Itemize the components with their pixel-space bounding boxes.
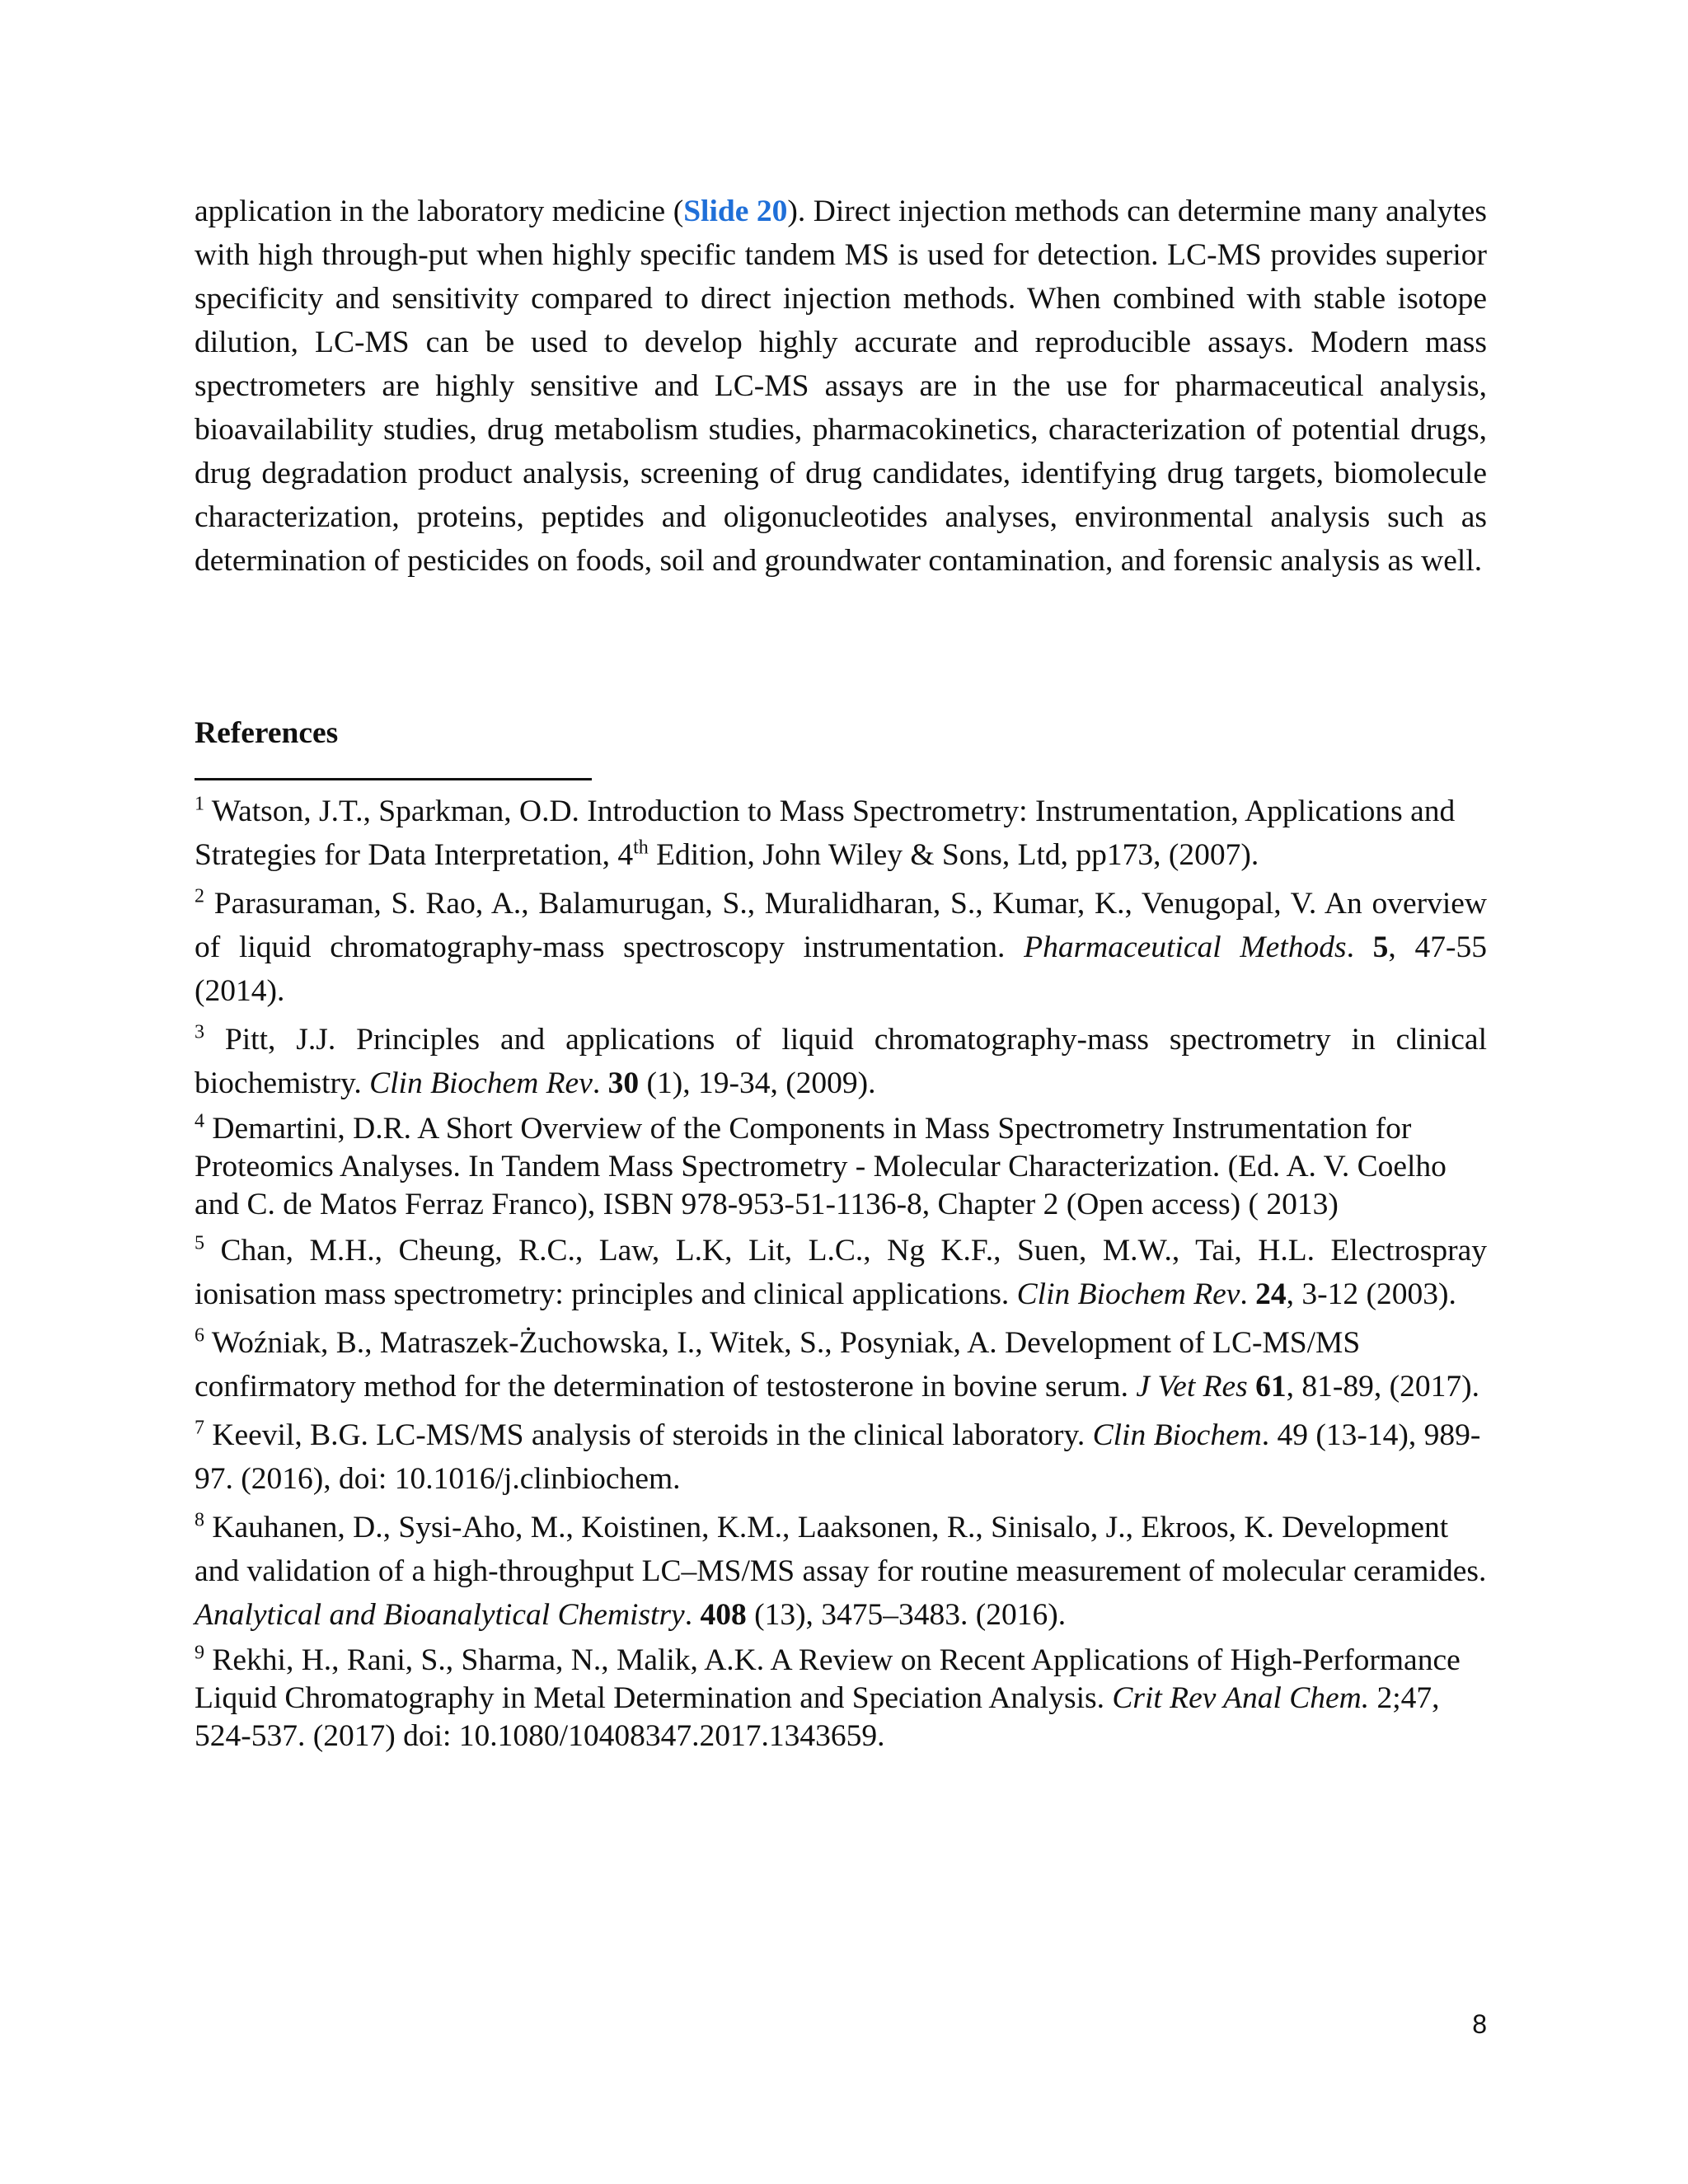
reference-6 bbox=[195, 1321, 1487, 1408]
reference-text bbox=[1248, 1370, 1255, 1404]
reference-text: S. Rao, A., Balamurugan, S., Muralidharan, S., Kumar, K., Venugopal, V. An overview of liquid chromatography-mass spectroscopy instrumentation. bbox=[195, 887, 1488, 964]
reference-text: . 49 (13-14), 989-97. (2016), doi: 10.1016/j.clinbiochem. bbox=[195, 1418, 1481, 1496]
footnote-number: 9 bbox=[195, 1642, 204, 1664]
reference-text: Woźniak, B., Matraszek-Żuchowska, I., Witek, S., Posyniak, A. Development of LC-MS/MS confirmatory method for the determination of testosterone in bovine serum. bbox=[195, 1326, 1361, 1404]
footnote-number: 8 bbox=[195, 1509, 204, 1531]
volume-number: 30 bbox=[607, 1066, 640, 1100]
footnote-number: 7 bbox=[195, 1417, 204, 1439]
footnote-divider bbox=[195, 778, 592, 780]
reference-1 bbox=[195, 790, 1487, 877]
footnote-number: 1 bbox=[195, 793, 204, 815]
body-main-text: ). Direct injection methods can determine many analytes with high through-put when highly specific tandem MS is used for detection. LC-MS provides superior specificity and sensitivity compared to direct injection methods. When combined with stable isotope dilution, LC-MS can be used to develop highly accurate and reproducible assays. Modern mass spectrometers are highly sensitive and LC-MS assays are in the use for pharmaceutical analysis, bioavailability studies, drug metabolism studies, pharmacokinetics, characterization of potential drugs, drug degradation product analysis, screening of drug candidates, identifying drug targets, biomolecule characterization, proteins, peptides and oligonucleotides analyses, environmental analysis such as determination of pesticides on foods, soil and groundwater contamination, and forensic analysis as well. bbox=[195, 194, 1487, 578]
reference-9 bbox=[195, 1642, 1487, 1755]
references-heading: References bbox=[195, 716, 339, 750]
footnote-number: 3 bbox=[195, 1021, 204, 1043]
journal-name: Pharmaceutical Methods bbox=[1024, 930, 1347, 964]
journal-name: Crit Rev Anal Chem. bbox=[1112, 1681, 1370, 1715]
volume-number: 61 bbox=[1255, 1370, 1287, 1404]
reference-text: , 47-55 (2014). bbox=[195, 930, 1488, 1008]
reference-text: (13), 3475–3483. (2016). bbox=[746, 1598, 1067, 1632]
reference-text: , 81-89, (2017). bbox=[1286, 1370, 1479, 1404]
footnote-number: 2 bbox=[195, 885, 204, 907]
reference-text: Demartini, D.R. A Short Overview of the Components in Mass Spectrometry Instrumentation for Proteomics Analyses. In Tandem Mass Spectrometry - Molecular Characterization. (Ed. A. V. Coelho and C. de Matos Ferraz Franco), ISBN 978-953-51-1136-8, Chapter 2 (Open access) ( 2013) bbox=[195, 1112, 1447, 1221]
reference-text: 2;47, 524-537. (2017) doi: 10.1080/10408347.2017.1343659. bbox=[195, 1681, 1440, 1753]
volume-number: 24 bbox=[1255, 1277, 1287, 1311]
reference-text: . bbox=[592, 1066, 608, 1100]
body-lead-text: application in the laboratory medicine ( bbox=[195, 194, 684, 228]
reference-text: Watson, J.T., Sparkman, O.D. Introduction to Mass Spectrometry: Instrumentation, Applications and Strategies for Data Interpretation, 4 bbox=[195, 794, 1456, 872]
body-paragraph bbox=[195, 190, 1487, 583]
references-list bbox=[195, 790, 1487, 1760]
reference-text: Kauhanen, D., Sysi-Aho, M., Koistinen, K.M., Laaksonen, R., Sinisalo, J., Ekroos, K. Development and validation of a high-throughput LC–MS/MS assay for routine measurement of molecular ceramides. bbox=[195, 1511, 1487, 1588]
reference-text: . bbox=[684, 1598, 701, 1632]
volume-number: 5 bbox=[1372, 930, 1389, 964]
reference-text: Keevil, B.G. LC-MS/MS analysis of steroids in the clinical laboratory. bbox=[204, 1418, 1093, 1452]
reference-3 bbox=[195, 1018, 1487, 1105]
footnote-number: 4 bbox=[195, 1110, 204, 1132]
reference-text: Chan, M.H., Cheung, R.C., Law, L.K, Lit, L.C., Ng K.F., Suen, M.W., Tai, H.L. Electrospray ionisation mass spectrometry: principles and clinical applications. bbox=[195, 1234, 1487, 1311]
journal-name: Analytical and Bioanalytical Chemistry bbox=[195, 1598, 685, 1632]
reference-text: (1), 19-34, (2009). bbox=[639, 1066, 876, 1100]
reference-8 bbox=[195, 1506, 1487, 1637]
journal-name: Clin Biochem Rev bbox=[369, 1066, 593, 1100]
reference-text: Parasuraman bbox=[204, 887, 374, 921]
reference-5 bbox=[195, 1229, 1487, 1316]
reference-text: Rekhi, H., Rani, S., Sharma, N., Malik, A.K. A Review on Recent Applications of High-Performance Liquid Chromatography in Metal Determination and Speciation Analysis. bbox=[195, 1643, 1461, 1715]
page-number: 8 bbox=[1472, 2009, 1487, 2039]
reference-text: . bbox=[1240, 1277, 1256, 1311]
reference-text: Pitt, J.J. Principles and applications of liquid chromatography-mass spectrometry in clinical biochemistry. bbox=[195, 1023, 1487, 1100]
reference-text: . bbox=[1346, 930, 1373, 964]
reference-7 bbox=[195, 1413, 1487, 1501]
ordinal-suffix: th bbox=[633, 837, 649, 859]
journal-name: Clin Biochem Rev bbox=[1016, 1277, 1240, 1311]
reference-4 bbox=[195, 1110, 1487, 1224]
journal-name: J Vet Res bbox=[1136, 1370, 1248, 1404]
volume-number: 408 bbox=[700, 1598, 747, 1632]
footnote-number: 6 bbox=[195, 1324, 204, 1347]
journal-name: Clin Biochem bbox=[1092, 1418, 1262, 1452]
footnote-number: 5 bbox=[195, 1232, 204, 1254]
reference-text: , bbox=[373, 887, 382, 921]
reference-text: Edition, John Wiley & Sons, Ltd, pp173, (2007). bbox=[648, 838, 1259, 872]
reference-2 bbox=[195, 882, 1487, 1013]
slide-link[interactable]: Slide 20 bbox=[683, 194, 788, 228]
reference-text: , 3-12 (2003). bbox=[1286, 1277, 1456, 1311]
